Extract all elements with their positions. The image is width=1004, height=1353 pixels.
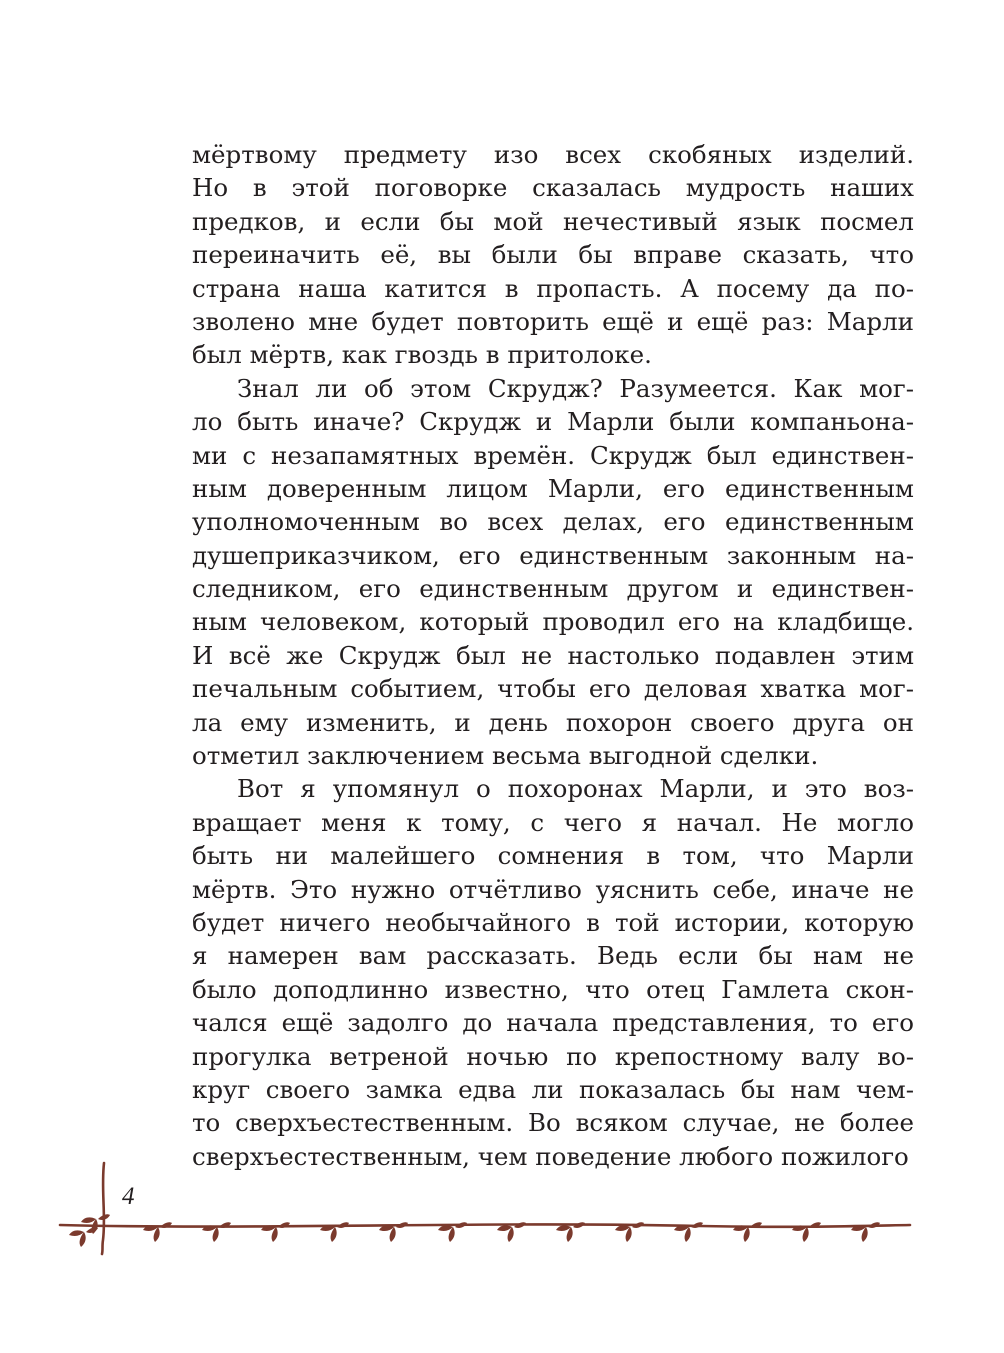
text-line: Знал ли об этом Скрудж? Разумеется. Как мог- <box>237 373 914 403</box>
text-line: ло быть иначе? Скрудж и Марли были компаньона- <box>192 407 914 437</box>
text-line: отметил заключением весьма выгодной сделки. <box>192 741 819 771</box>
vine-horizontal-stem <box>60 1224 910 1226</box>
page-number: 4 <box>122 1183 135 1210</box>
text-line: мёртвому предмету изо всех скобяных изделий. <box>192 140 914 169</box>
text-line: Но в этой поговорке сказалась мудрость наших <box>192 173 914 203</box>
text-line: душеприказчиком, его единственным законным на- <box>192 540 914 570</box>
text-line: мёртв. Это нужно отчётливо уяснить себе, иначе не <box>192 874 914 904</box>
text-line: Вот я упомянул о похоронах Марли, и это воз- <box>237 774 914 804</box>
text-line: будет ничего необычайного в той истории, которую <box>192 907 914 937</box>
text-line: было доподлинно известно, что отец Гамлета скон- <box>192 974 914 1004</box>
text-line: круг своего замка едва ли показалась бы нам чем- <box>192 1074 914 1104</box>
text-line: уполномоченным во всех делах, его единственным <box>192 507 914 537</box>
text-line: ла ему изменить, и день похорон своего друга он <box>192 707 914 737</box>
text-line: страна наша катится в пропасть. А посему да по- <box>192 273 914 303</box>
text-line: предков, и если бы мой нечестивый язык посмел <box>192 206 914 236</box>
leaf-sprig <box>792 1222 821 1242</box>
text-line: переиначить её, вы были бы вправе сказать, что <box>192 240 914 270</box>
leaf-sprig <box>733 1222 762 1242</box>
text-line: чался ещё задолго до начала представления, то его <box>192 1008 914 1038</box>
text-line: быть ни малейшего сомнения в том, что Марли <box>192 841 914 871</box>
text-line: то сверхъестественным. Во всяком случае, не более <box>192 1108 914 1138</box>
text-line: ми с незапамятных времён. Скрудж был единствен- <box>192 440 914 470</box>
text-line: был мёртв, как гвоздь в притолоке. <box>192 340 652 370</box>
text-line: зволено мне будет повторить ещё и ещё раз: Марли <box>192 306 914 336</box>
text-line: ным человеком, который проводил его на кладбище. <box>192 607 914 637</box>
leaf-sprig-corner <box>81 1214 110 1234</box>
text-line: вращает меня к тому, с чего я начал. Не могло <box>192 807 914 837</box>
text-line: ным доверенным лицом Марли, его единственным <box>192 473 914 503</box>
text-line: я намерен вам рассказать. Ведь если бы нам не <box>192 941 914 971</box>
text-line: печальным событием, чтобы его деловая хватка мог- <box>192 674 914 704</box>
leaf-sprigs <box>69 1214 880 1247</box>
text-line: И всё же Скрудж был не настолько подавлен этим <box>192 640 914 670</box>
leaf-sprig-corner-lower <box>69 1227 98 1247</box>
text-line: следником, его единственным другом и единствен- <box>192 574 914 604</box>
text-line: прогулка ветреной ночью по крепостному валу во- <box>192 1041 914 1071</box>
vine-vertical-stem <box>102 1163 104 1254</box>
text-line: сверхъестественным, чем поведение любого пожилого <box>192 1141 909 1171</box>
